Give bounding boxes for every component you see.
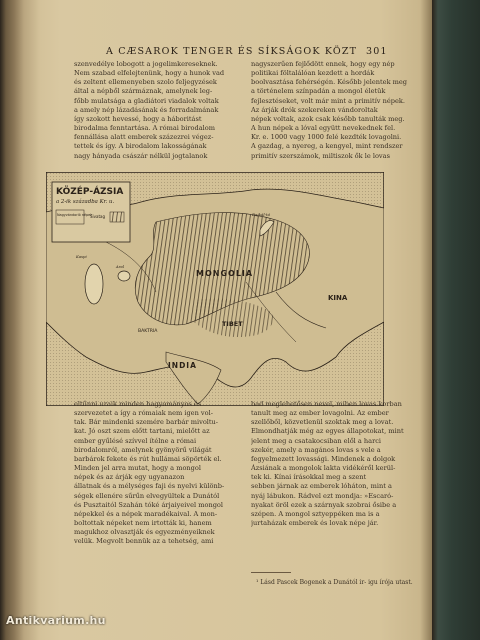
label-baktria: BAKTRIA	[138, 329, 158, 334]
label-baikal: Bajkál-tó	[252, 212, 271, 217]
text-line: barbárok fekete és rút hullámai söpörték el.	[74, 454, 222, 463]
text-line: így szokott hevessé, hogy a háboritást	[74, 114, 202, 123]
text-line: jurtaházak emberek és lovak népe jár.	[251, 519, 379, 528]
label-tibet: TIBET	[222, 320, 243, 328]
text-line: tettek és így. A birodalom lakosságának	[74, 142, 207, 151]
text-line: nagyszerűen fejlődött ennek, hogy egy nép	[251, 60, 395, 68]
text-line: A gazdag, a nyereg, a kengyel, mint rendszer	[251, 142, 403, 151]
text-line: Nem szabad elfelejtenünk, hogy a hunok vad	[74, 69, 225, 78]
text-line: állatnak és a mélységes faji és nyelvi különb-	[74, 482, 225, 491]
text-line: politikai föltalálóan kezdett a hordák	[251, 69, 375, 78]
legend-nomads-label: Nagyvándorló népek	[57, 213, 93, 217]
central-asia-map	[46, 172, 384, 406]
map-subtitle: a 2-ik századba Kr. u.	[56, 199, 115, 205]
text-line: birodalomról, amelynek gyönyörű világát	[74, 445, 212, 454]
page-number: 301	[366, 46, 388, 57]
label-kina: KINA	[328, 294, 348, 302]
footnote-rule	[251, 572, 291, 573]
text-line: nyáj lábukon. Rádvel ezt mondja: »Escaró-	[251, 491, 394, 500]
footnote: ¹ Lásd Pascek Bogenek a Dunától ir- igu írója utast.	[256, 579, 413, 586]
text-line: tak. Bár mindenki szemére barbár mivoltu-	[74, 418, 219, 427]
text-line: Minden jel arra mutat, hogy a mongol	[74, 464, 201, 473]
text-line: velük. Megvolt bennük az a tehetség, ami	[74, 537, 214, 546]
text-line: tek ki. Kínai írásokkal meg a szent	[251, 473, 367, 482]
text-line: népek voltak, azok csak később tanulták meg.	[251, 114, 405, 123]
text-line: által a népből szármáznak, amelynek leg-	[74, 87, 213, 96]
book-spine	[432, 0, 480, 640]
label-mongolia: MONGOLIA	[196, 269, 254, 278]
text-line: magukhoz olvasztják és egyezményeiknek	[74, 528, 215, 537]
text-line: A hun népek a lóval együtt nevekednek fel.	[251, 124, 396, 133]
text-line: jelent meg a csatakocsiban elől a harci	[251, 436, 382, 445]
text-line: és Pusztaitól Szahán tóké árjaiyeivel mongol	[74, 500, 223, 509]
text-line: Az árják drók szekereken vándoroltak	[251, 105, 378, 114]
text-column-bottom-left	[74, 400, 239, 620]
page-header-title: A CÆSAROK TENGER ÉS SÍKSÁGOK KÖZT	[106, 46, 358, 57]
text-line: boolvasztása fehérségén. Később jelentek meg	[251, 78, 408, 87]
text-line: ember gyűlésé szívvel ítélne a római	[74, 436, 197, 445]
text-line: a történelem színpadán a mongol életük	[251, 87, 386, 96]
text-line: szekér, amely a magános lovas s vele a	[251, 445, 381, 454]
text-line: birodalma fenntartása. A római birodalom	[74, 124, 215, 133]
text-line: nyakat öröl ezek a szárnyak szobrai ősibe a	[251, 500, 397, 509]
text-line: Ázsiának a mongolok lakta vidékéről kerül-	[251, 464, 396, 473]
text-line: főbb mulatsága a gladiátori viadalok voltak	[74, 96, 219, 105]
label-india: INDIA	[168, 361, 197, 370]
text-line: primitív szerszámok, miltiszok ők le lovas	[251, 151, 390, 160]
text-line: tanult meg az ember lovagolni. Az ember	[251, 409, 389, 418]
book-page	[16, 0, 432, 640]
text-line: nagy hányada császár nélkül jogtalanok	[74, 151, 208, 160]
text-line: a amely nép lázadásának és forradalmának	[74, 105, 219, 114]
text-line: bad meglehetősen nevel, miben lovas korban	[251, 400, 402, 408]
text-line: ségek ellenére sűrűn elvegyültek a Dunától	[74, 491, 220, 500]
text-line: fegyelmezett lovassági. Mindenek a dolgok	[251, 454, 396, 463]
label-aral: Aral	[116, 264, 125, 269]
text-column-bottom-right	[251, 400, 416, 565]
text-line: népekkel és a népek maradékaival. A mon-	[74, 509, 218, 518]
text-line: szellőből, közvetlenül szoktak meg a lovat.	[251, 418, 394, 427]
legend-sivatag-label: Sivatag	[90, 214, 106, 219]
text-line: eltűnni uraik minden hagyományos és	[74, 400, 202, 408]
caspian-sea	[85, 264, 103, 304]
legend-swatch-hatch	[110, 212, 124, 222]
text-line: Elmondhatják még az egyes állapotokat, mint	[251, 427, 404, 436]
text-line: boltottak népeket nem irtották ki, hanem	[74, 519, 212, 528]
text-line: szervezetet a így a rómaiak nem igen vol-	[74, 409, 213, 418]
text-line: népek és az árják egy ugyanazon	[74, 473, 185, 482]
text-line: szépen. A mongol sztyeppéken ma is a	[251, 509, 380, 518]
watermark-logo: Antikvarium.hu	[6, 614, 106, 627]
text-line: fejlesztéseket, volt már mint a primitív népek.	[251, 96, 405, 105]
text-line: kat. Jó oszt szem előtt tartani, mielőtt az	[74, 427, 210, 436]
text-line: szenvedélye lobogott a jogelimkereseknek.	[74, 60, 218, 68]
aral-sea	[118, 271, 130, 281]
text-line: Kr. e. 1000 vagy 1000 felé kezdték lovagolni.	[251, 133, 402, 142]
label-kaspi: Kaspi	[76, 254, 87, 259]
text-line: fennállása alatt emberek százezrei végez-	[74, 133, 214, 142]
text-line: és zeltent ellemenyeben szolo feljegyzések	[74, 78, 217, 87]
text-line: sebben járnak az emberek lóháton, mint a	[251, 482, 392, 491]
map-title: KÖZÉP-ÁZSIA	[56, 187, 124, 197]
